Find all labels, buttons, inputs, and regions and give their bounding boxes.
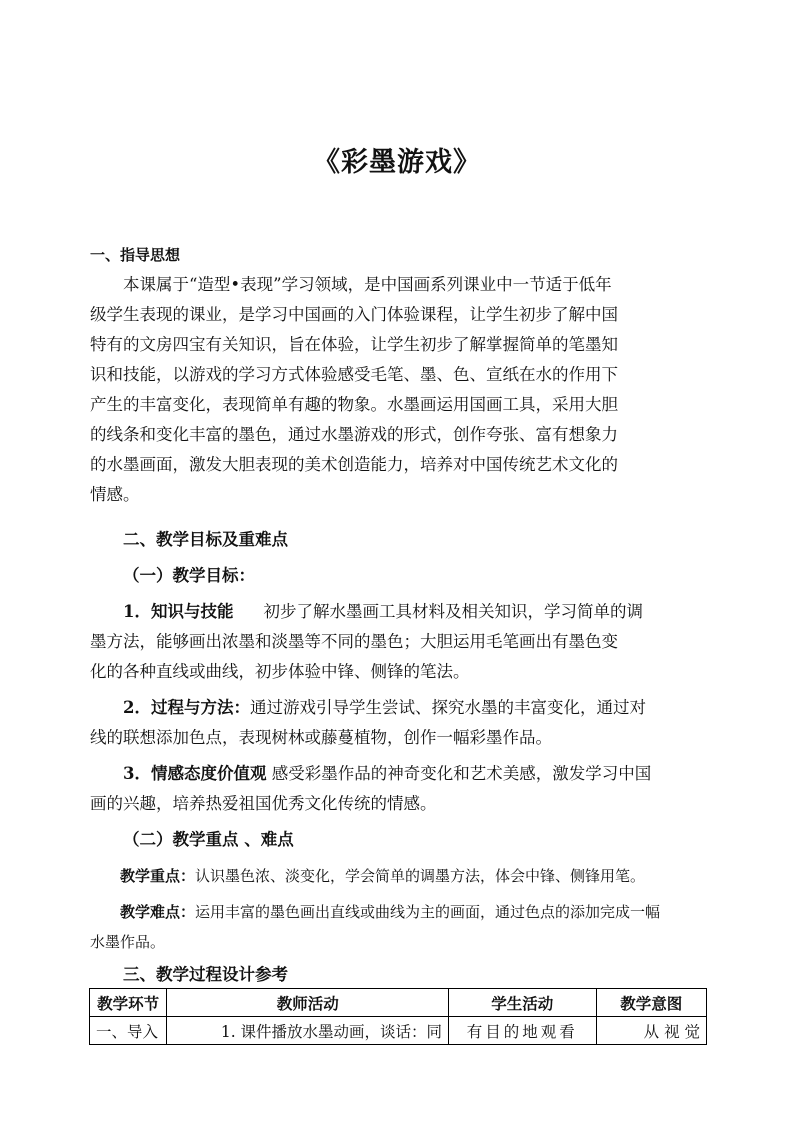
difficult-point-text: 运用丰富的墨色画出直线或曲线为主的画面，通过色点的添加完成一幅 bbox=[195, 903, 661, 921]
goal-text: 线的联想添加色点，表现树林或藤蔓植物，创作一幅彩墨作品。 bbox=[90, 728, 552, 747]
table-header-cell: 教学环节 bbox=[90, 989, 167, 1017]
goal-text: 通过游戏引导学生尝试、探究水墨的丰富变化，通过对 bbox=[249, 698, 646, 717]
goal-knowledge-skills bbox=[90, 597, 706, 687]
goal-text: 墨方法，能够画出浓墨和淡墨等不同的墨色；大胆运用毛笔画出有墨色变 bbox=[90, 632, 618, 651]
section-heading: 二、教学目标及重难点 bbox=[123, 530, 288, 549]
table-header-cell: 学生活动 bbox=[449, 989, 597, 1017]
section-heading: 一、指导思想 bbox=[90, 246, 181, 264]
goal-text: 感受彩墨作品的神奇变化和艺术美感，激发学习中国 bbox=[266, 764, 652, 783]
goal-text: 画的兴趣，培养热爱祖国优秀文化传统的情感。 bbox=[90, 794, 437, 813]
paragraph-line: 的线条和变化丰富的墨色，通过水墨游戏的形式，创作夸张、富有想象力 bbox=[90, 425, 618, 444]
goal-emotion-values bbox=[90, 759, 706, 819]
document-title: 《彩墨游戏》 bbox=[313, 147, 481, 178]
subsection-heading: （二）教学重点 、难点 bbox=[123, 830, 294, 849]
table-header-cell: 教师活动 bbox=[167, 989, 449, 1017]
difficult-point-label: 教学难点： bbox=[120, 903, 196, 921]
paragraph-line: 的水墨画面，激发大胆表现的美术创造能力，培养对中国传统艺术文化的 bbox=[90, 455, 618, 474]
paragraph-line: 级学生表现的课业，是学习中国画的入门体验课程，让学生初步了解中国 bbox=[90, 305, 618, 324]
goal-label: 3．情感态度价值观 bbox=[123, 764, 267, 783]
section-teaching-goals bbox=[90, 525, 706, 957]
table-cell: 从 视 觉 bbox=[596, 1017, 706, 1045]
difficult-point bbox=[90, 897, 706, 957]
table-row bbox=[90, 1017, 707, 1045]
goal-process-method bbox=[90, 693, 706, 753]
table-header-row bbox=[90, 989, 707, 1017]
paragraph-line: 情感。 bbox=[90, 485, 140, 504]
paragraph-line: 产生的丰富变化，表现简单有趣的物象。水墨画运用国画工具，采用大胆 bbox=[90, 395, 618, 414]
section-heading: 三、教学过程设计参考 bbox=[123, 965, 288, 984]
paragraph bbox=[90, 270, 706, 510]
paragraph-line: 特有的文房四宝有关知识，旨在体验，让学生初步了解掌握简单的笔墨知 bbox=[90, 335, 618, 354]
section-teaching-process bbox=[90, 960, 706, 990]
table-cell: 有目的地观看 bbox=[449, 1017, 597, 1045]
table-header-cell: 教学意图 bbox=[596, 989, 706, 1017]
key-point-label: 教学重点： bbox=[120, 867, 196, 885]
goal-label: 2．过程与方法： bbox=[123, 698, 250, 717]
key-point bbox=[90, 861, 706, 891]
teaching-process-table bbox=[89, 988, 707, 1045]
paragraph-line: 本课属于“造型•表现”学习领域，是中国画系列课业中一节适于低年 bbox=[123, 275, 612, 294]
goal-text: 初步了解水墨画工具材料及相关知识，学习简单的调 bbox=[263, 602, 643, 621]
section-guiding-thought bbox=[90, 240, 706, 510]
subsection-heading: （一）教学目标： bbox=[123, 566, 255, 585]
table-cell: 一、导入 bbox=[90, 1017, 167, 1045]
goal-text: 化的各种直线或曲线，初步体验中锋、侧锋的笔法。 bbox=[90, 662, 470, 681]
difficult-point-text: 水墨作品。 bbox=[90, 933, 166, 951]
table-cell: 1. 课件播放水墨动画，谈话：同 bbox=[167, 1017, 449, 1045]
key-point-text: 认识墨色浓、淡变化，学会简单的调墨方法，体会中锋、侧锋用笔。 bbox=[195, 867, 646, 885]
paragraph-line: 识和技能，以游戏的学习方式体验感受毛笔、墨、色、宣纸在水的作用下 bbox=[90, 365, 618, 384]
goal-label: 1．知识与技能 bbox=[123, 602, 234, 621]
